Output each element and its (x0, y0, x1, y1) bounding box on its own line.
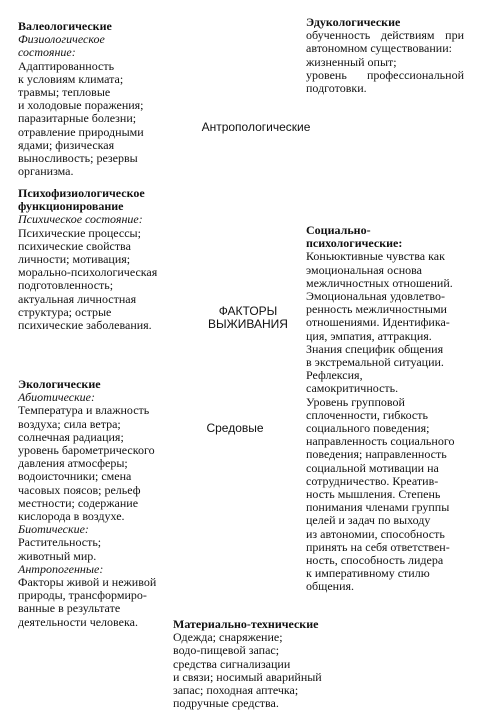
text-line: психические свойства (18, 238, 131, 253)
ecological-block (18, 378, 178, 629)
text-line: Факторы живой и неживой (18, 575, 157, 590)
text-line: давления атмосферы; (18, 456, 128, 471)
text-line: часовых поясов; рельеф (18, 482, 141, 497)
text-line: Коньюктивные чувства как (306, 249, 445, 264)
text-line: ванные в результате (18, 601, 121, 616)
text-line: Знания специфик общения (306, 341, 444, 356)
sociopsychological-heading (306, 224, 466, 250)
psychophysiological-block (18, 187, 183, 332)
text-line: социального поведения; (306, 421, 430, 436)
abiotic-text (18, 404, 178, 523)
text-line: воздуха; сила ветра; (18, 416, 121, 431)
anthropogenic-text (18, 576, 178, 629)
text-line: и холодовые поражения; (18, 98, 144, 113)
text-line: из автономии, способность (306, 526, 445, 541)
text-line: подручные средства. (173, 696, 279, 711)
text-line: Одежда; снаряжение; (173, 630, 283, 645)
text-line: Адаптированность (18, 58, 115, 73)
text-line: солнечная радиация; (18, 429, 124, 444)
text-line: к императивному стилю (306, 566, 430, 581)
text-line: самокритичность. (306, 381, 399, 396)
valeological-text (18, 60, 168, 179)
text-line: межличностных отношений. (306, 275, 453, 290)
text-line: автономном существовании: (306, 41, 452, 56)
educological-heading: Эдукологические (306, 15, 401, 29)
valeological-block (18, 20, 168, 178)
text-line: Растительность; (18, 535, 102, 550)
text-line: в экстремальной ситуации. (306, 355, 444, 370)
text-line: понимания членами группы (306, 500, 450, 515)
heading-line: функционирование (18, 199, 124, 214)
text-line: средства сигнализации (173, 656, 291, 671)
text-line: травмы; тепловые (18, 85, 111, 100)
text-line: уровень профессиональной (306, 67, 464, 82)
text-line: ность, способность лидера (306, 553, 444, 568)
text-line: кислорода в воздухе. (18, 509, 125, 524)
text-line: морально-психологическая (18, 265, 158, 280)
material-block (173, 618, 338, 710)
text-line: и связи; носимый аварийный (173, 669, 322, 684)
text-line: эмоциональная основа (306, 262, 422, 277)
subtitle-line: состояние: (18, 45, 76, 60)
text-line: обученность действиям при (306, 28, 464, 43)
text-line: Рефлексия, (306, 368, 363, 383)
text-line: Психические процессы; (18, 225, 141, 240)
text-line: социальной мотивации на (306, 460, 439, 475)
text-line: уровень барометрического (18, 443, 155, 458)
heading-line: психологические: (306, 236, 403, 251)
title-line: ВЫЖИВАНИЯ (208, 317, 288, 331)
abiotic-subtitle: Абиотические: (18, 390, 96, 405)
text-line: структура; острые (18, 304, 112, 319)
text-line: ренность межличностными (306, 302, 447, 317)
subtitle-line: Физиологическое (18, 32, 105, 47)
psychophysiological-heading (18, 187, 183, 213)
text-line: местности; содержание (18, 495, 139, 510)
text-line: выносливость; резервы (18, 151, 138, 166)
text-line: организма. (18, 164, 74, 179)
biotic-text (18, 536, 178, 562)
text-line: принять на себя ответствен- (306, 539, 450, 554)
text-line: деятельности человека. (18, 614, 138, 629)
text-line: ядами; физическая (18, 137, 115, 152)
text-line: ция, эмпатия, аттракция. (306, 328, 432, 343)
educological-text (306, 29, 464, 95)
heading-line: Психофизиологическое (18, 186, 145, 200)
text-line: паразитарные болезни; (18, 111, 137, 126)
anthropological-label: Антропологические (201, 120, 311, 134)
text-line: водоисточники; смена (18, 469, 132, 484)
ecological-heading: Экологические (18, 377, 101, 391)
text-line: Уровень групповой (306, 394, 405, 409)
text-line: направленность социального (306, 434, 455, 449)
environmental-label: Средовые (206, 421, 264, 435)
psychophysiological-subtitle: Психическое состояние: (18, 212, 143, 227)
survival-factors-title (192, 305, 304, 331)
sociopsychological-block (306, 224, 466, 594)
text-line: общения. (306, 579, 355, 594)
text-line: отношениями. Идентифика- (306, 315, 450, 330)
material-heading: Материально-технические (173, 617, 319, 631)
educological-block (306, 16, 464, 95)
text-line: подготовленность; (18, 278, 114, 293)
anthropogenic-subtitle: Антропогенные: (18, 561, 104, 576)
biotic-subtitle: Биотические: (18, 522, 89, 537)
text-line: сплоченности, гибкость (306, 407, 428, 422)
text-line: Эмоциональная удовлетво- (306, 289, 445, 304)
psychophysiological-text (18, 227, 183, 333)
text-line: к условиям климата; (18, 71, 124, 86)
text-line: подготовки. (306, 81, 367, 96)
text-line: целей и задач по выходу (306, 513, 431, 528)
heading-line: Социально- (306, 223, 371, 237)
text-line: поведения; направленность (306, 447, 447, 462)
text-line: психические заболевания. (18, 318, 152, 333)
text-line: актуальная личностная (18, 291, 137, 306)
text-line: Температура и влажность (18, 403, 150, 418)
text-line: животный мир. (18, 548, 97, 563)
text-line: жизненный опыт; (306, 54, 397, 69)
material-text (173, 631, 338, 710)
sociopsychological-text (306, 250, 466, 593)
text-line: отравление природными (18, 124, 144, 139)
valeological-subtitle (18, 33, 168, 59)
text-line: личности; мотивация; (18, 252, 131, 267)
valeological-heading: Валеологические (18, 19, 112, 33)
text-line: запас; походная аптечка; (173, 683, 299, 698)
text-line: водо-пищевой запас; (173, 643, 280, 658)
text-line: сотрудничество. Креатив- (306, 473, 439, 488)
text-line: природы, трансформиро- (18, 588, 147, 603)
title-line: ФАКТОРЫ (218, 304, 278, 318)
text-line: ность мышления. Степень (306, 487, 441, 502)
